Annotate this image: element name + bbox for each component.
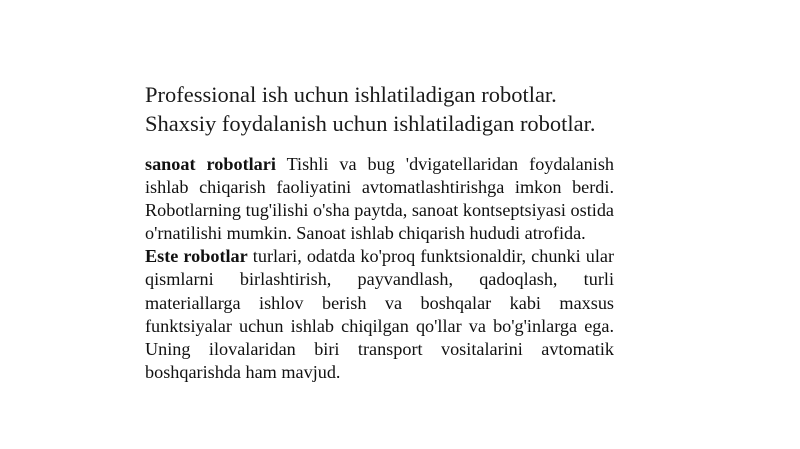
term-industrial-robots: sanoat robotlari	[145, 154, 276, 174]
paragraph-industrial-text: Tishli va bug 'dvigatellaridan foydalanish ishlab chiqarish faoliyatini avtomatlashtirishga imkon berdi. Robotlarning tug'ilishi o'sha paytda, sanoat kontseptsiyasi ostida o'rnatilishi mumkin. Sanoat ishlab chiqarish hududi atrofida.	[145, 154, 614, 244]
paragraph-industrial-robots	[145, 153, 614, 245]
heading-professional-robots: Professional ish uchun ishlatiladigan robotlar.	[145, 82, 557, 107]
term-este-robots: Este robotlar	[145, 246, 248, 267]
paragraph-este-text: turlari, odatda ko'proq funktsionaldir, chunki ular qismlarni birlashtirish, payvandlash, qadoqlash, turli materiallarga ishlov berish va boshqalar kabi maxsus funktsiyalar uchun ishlab chiqilgan qo'llar va bo'g'inlarga ega. Uning ilovalaridan biri transport vositalarini avtomatik boshqarishda ham mavjud.	[145, 246, 614, 382]
heading-personal-robots: Shaxsiy foydalanish uchun ishlatiladigan robotlar.	[145, 111, 596, 136]
heading-block	[145, 80, 645, 138]
paragraph-este-robots	[145, 245, 614, 384]
body-text	[145, 153, 614, 384]
